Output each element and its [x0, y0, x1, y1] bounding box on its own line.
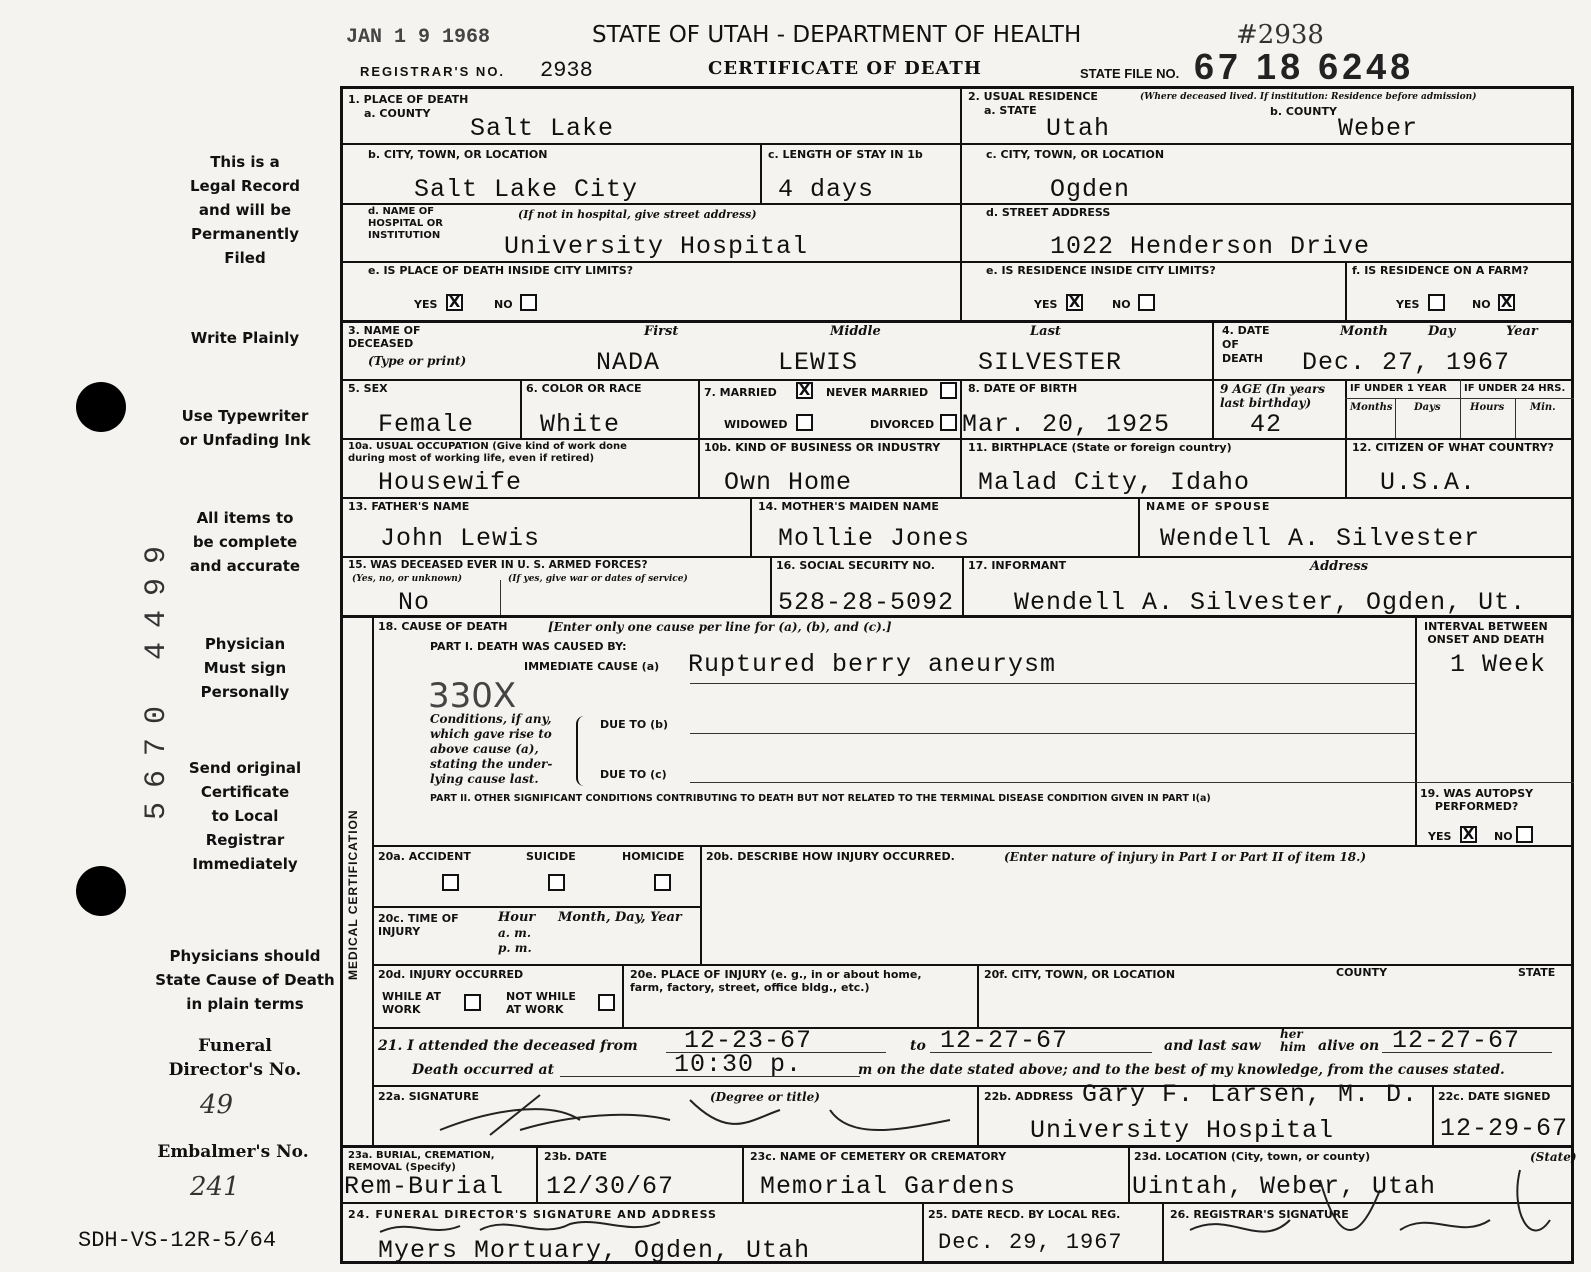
ssn: 528-28-5092	[778, 588, 955, 617]
residence-city: Ogden	[1050, 175, 1131, 204]
sidebar-funeral-label: Funeral Director's No.	[168, 1036, 302, 1080]
farm-no-label: NO	[1472, 298, 1491, 311]
accident-checkbox[interactable]	[442, 874, 459, 891]
autopsy-label: 19. WAS AUTOPSY PERFORMED?	[1420, 787, 1534, 813]
first-label: First	[644, 324, 679, 339]
hospital-name: University Hospital	[504, 232, 809, 261]
residence-limits-yes-checkbox[interactable]: X	[1066, 294, 1083, 311]
middle-name: LEWIS	[778, 348, 859, 377]
farm-yes-checkbox[interactable]	[1428, 294, 1445, 311]
sidebar-legal: This is a Legal Record and will be Permanently Filed	[189, 153, 300, 267]
autopsy-no-checkbox[interactable]	[1516, 826, 1533, 843]
name-label: 3. NAME OF DECEASED	[348, 324, 421, 350]
days-label: Days	[1414, 402, 1441, 413]
hospital-note: (If not in hospital, give street address)	[518, 208, 757, 221]
cause-label: 18. CAUSE OF DEATH	[378, 620, 508, 633]
interval-label: INTERVAL BETWEEN ONSET AND DEATH	[1424, 620, 1548, 646]
accident-label: 20a. ACCIDENT	[378, 850, 471, 863]
dob-label: 8. DATE OF BIRTH	[968, 382, 1078, 395]
married-label: 7. MARRIED	[704, 386, 777, 399]
race: White	[540, 410, 621, 439]
divorced-label: DIVORCED	[870, 418, 935, 431]
agency-title: STATE OF UTAH - DEPARTMENT OF HEALTH	[592, 22, 1082, 48]
state-file-no: 67 18 6248	[1194, 46, 1415, 87]
farm-label: f. IS RESIDENCE ON A FARM?	[1352, 264, 1529, 277]
certificate-title: CERTIFICATE OF DEATH	[708, 58, 982, 79]
never-married-checkbox[interactable]	[940, 382, 957, 399]
length-of-stay: 4 days	[778, 175, 875, 204]
registrar-signature-label: 26. REGISTRAR'S SIGNATURE	[1170, 1208, 1349, 1221]
death-city-label: b. CITY, TOWN, OR LOCATION	[368, 148, 548, 161]
residence-limits-yes-label: YES	[1034, 298, 1058, 311]
part-2-label: PART II. OTHER SIGNIFICANT CONDITIONS CONTRIBUTING TO DEATH BUT NOT RELATED TO THE TERMINAL DISEASE CONDITION GIVEN IN PART I(a)	[430, 793, 1211, 804]
sidebar-ink: Use Typewriter or Unfading Ink	[179, 407, 311, 449]
state-file-label: STATE FILE NO.	[1080, 66, 1180, 81]
injury-desc-label: 20b. DESCRIBE HOW INJURY OCCURRED.	[706, 850, 955, 863]
due-to-b-label: DUE TO (b)	[600, 718, 669, 731]
attended-to: 12-27-67	[940, 1026, 1069, 1055]
injury-state-label: STATE	[1518, 966, 1556, 979]
residence-limits-no-label: NO	[1112, 298, 1131, 311]
not-while-at-work-label: NOT WHILE AT WORK	[506, 990, 576, 1016]
suicide-checkbox[interactable]	[548, 874, 565, 891]
farm-no-checkbox[interactable]: X	[1498, 294, 1515, 311]
place-of-injury-label: 20e. PLACE OF INJURY (e. g., in or about home, farm, factory, street, office bldg., etc.)	[630, 968, 922, 994]
autopsy-no-label: NO	[1494, 830, 1513, 843]
residence-county: Weber	[1338, 114, 1419, 143]
funeral-director-no: 49	[200, 1090, 234, 1120]
due-to-c-label: DUE TO (c)	[600, 768, 667, 781]
injury-city-label: 20f. CITY, TOWN, OR LOCATION	[984, 968, 1176, 981]
funeral-director: Myers Mortuary, Ogden, Utah	[378, 1236, 811, 1264]
injury-occurred-label: 20d. INJURY OCCURRED	[378, 968, 524, 981]
sidebar-write: Write Plainly	[190, 329, 300, 347]
street-label: d. STREET ADDRESS	[986, 206, 1111, 219]
mdy-label: Month, Day, Year	[558, 910, 682, 925]
last-name: SILVESTER	[978, 348, 1123, 377]
registrar-signature	[1170, 1150, 1570, 1260]
sidebar-embalmer-label: Embalmer's No.	[157, 1142, 309, 1162]
received-stamp: JAN 1 9 1968	[346, 26, 491, 49]
age: 42	[1250, 410, 1283, 439]
funeral-director-signature	[370, 1210, 670, 1244]
death-limits-label: e. IS PLACE OF DEATH INSIDE CITY LIMITS?	[368, 264, 634, 277]
race-label: 6. COLOR OR RACE	[526, 382, 642, 395]
burial-state-label: (State)	[1530, 1150, 1577, 1164]
hospital-label: d. NAME OF HOSPITAL OR INSTITUTION	[368, 206, 443, 241]
spouse-name: Wendell A. Silvester	[1160, 524, 1481, 553]
burial-date: 12/30/67	[546, 1172, 675, 1201]
informant: Wendell A. Silvester, Ogden, Ut.	[1014, 588, 1527, 617]
signature-label: 22a. SIGNATURE	[378, 1090, 480, 1103]
residence-state: Utah	[1046, 114, 1111, 143]
immediate-cause: Ruptured berry aneurysm	[688, 650, 1057, 679]
not-while-at-work-checkbox[interactable]	[598, 994, 615, 1011]
citizen-label: 12. CITIZEN OF WHAT COUNTRY?	[1352, 441, 1554, 454]
sidebar-physician: Physician Must sign Personally	[200, 635, 290, 701]
autopsy-yes-checkbox[interactable]: X	[1460, 826, 1477, 843]
widowed-label: WIDOWED	[724, 418, 788, 431]
residence-city-label: c. CITY, TOWN, OR LOCATION	[986, 148, 1165, 161]
birthplace: Malad City, Idaho	[978, 468, 1251, 497]
father-label: 13. FATHER'S NAME	[348, 500, 470, 513]
armed-forces-label: 15. WAS DECEASED EVER IN U. S. ARMED FORCES?	[348, 559, 648, 571]
mother-label: 14. MOTHER'S MAIDEN NAME	[758, 500, 939, 513]
hours-label: Hours	[1470, 402, 1505, 413]
farm-yes-label: YES	[1396, 298, 1420, 311]
punch-hole-bottom	[76, 866, 126, 916]
death-county: Salt Lake	[470, 114, 615, 143]
time-of-injury-label: 20c. TIME OF INJURY	[378, 912, 459, 938]
burial-date-label: 23b. DATE	[544, 1150, 607, 1163]
under-24-hrs-label: IF UNDER 24 HRS.	[1464, 383, 1566, 394]
age-label: 9 AGE (In years last birthday)	[1220, 382, 1326, 410]
date-signed-label: 22c. DATE SIGNED	[1438, 1090, 1551, 1103]
time-of-death: 10:30 p.	[674, 1050, 803, 1079]
date-signed: 12-29-67	[1440, 1114, 1569, 1143]
sidebar-cause: Physicians should State Cause of Death in plain terms	[155, 947, 335, 1013]
cemetery-label: 23c. NAME OF CEMETERY OR CREMATORY	[750, 1150, 1007, 1163]
business: Own Home	[724, 468, 853, 497]
married-checkbox[interactable]: X	[796, 382, 813, 399]
while-at-work-checkbox[interactable]	[464, 994, 481, 1011]
middle-label: Middle	[830, 324, 881, 339]
widowed-checkbox[interactable]	[796, 414, 813, 431]
birthplace-label: 11. BIRTHPLACE (State or foreign country)	[968, 441, 1232, 454]
embalmer-no: 241	[190, 1172, 240, 1202]
funeral-director-label: 24. FUNERAL DIRECTOR'S SIGNATURE AND ADDRESS	[348, 1208, 717, 1221]
degree-label: (Degree or title)	[710, 1090, 820, 1104]
day-label: Day	[1428, 324, 1456, 339]
registrar-label: REGISTRAR'S NO.	[360, 64, 506, 79]
residence-limits-no-checkbox[interactable]	[1138, 294, 1155, 311]
punch-hole-top	[76, 382, 126, 432]
armed-note-1: (Yes, no, or unknown)	[352, 574, 463, 584]
residence-note: (Where deceased lived. If institution: Residence before admission)	[1140, 92, 1477, 102]
armed-note-2: (If yes, give war or dates of service)	[508, 574, 688, 584]
residence-limits-label: e. IS RESIDENCE INSIDE CITY LIMITS?	[986, 264, 1216, 277]
death-date-label: 4. DATE OF DEATH	[1222, 324, 1270, 365]
residence-state-label: a. STATE	[984, 104, 1037, 117]
disposition-label: 23a. BURIAL, CREMATION, REMOVAL (Specify)	[348, 1150, 495, 1173]
father-name: John Lewis	[380, 524, 541, 553]
name-note: (Type or print)	[368, 354, 467, 368]
attended-label: 21. I attended the deceased from	[378, 1038, 638, 1054]
interval: 1 Week	[1450, 650, 1547, 679]
cause-code: 330X	[428, 676, 517, 716]
last-label: Last	[1030, 324, 1061, 339]
mother-name: Mollie Jones	[778, 524, 971, 553]
physician-signature	[430, 1090, 970, 1146]
to-label: to	[910, 1038, 926, 1054]
conditions-note: Conditions, if any, which gave rise to above cause (a), stating the under- lying cause last.	[430, 712, 553, 786]
homicide-label: HOMICIDE	[622, 850, 685, 863]
injury-desc-note: (Enter nature of injury in Part I or Part II of item 18.)	[1004, 850, 1367, 864]
informant-label: 17. INFORMANT	[968, 559, 1067, 572]
sidebar-send: Send original Certificate to Local Registrar Immediately	[188, 759, 302, 873]
death-limits-no-checkbox[interactable]	[520, 294, 537, 311]
death-county-label: a. COUNTY	[364, 107, 431, 120]
suicide-label: SUICIDE	[526, 850, 576, 863]
while-at-work-label: WHILE AT WORK	[382, 990, 441, 1016]
sex-label: 5. SEX	[348, 382, 388, 395]
immediate-cause-label: IMMEDIATE CAUSE (a)	[524, 660, 660, 673]
conditions-bracket	[576, 716, 586, 786]
am-pm-label: a. m. p. m.	[498, 926, 532, 955]
injury-county-label: COUNTY	[1336, 966, 1388, 979]
form-code: SDH-VS-12R-5/64	[78, 1228, 277, 1253]
residence-label: 2. USUAL RESIDENCE	[968, 90, 1098, 103]
medical-certification-label: MEDICAL CERTIFICATION	[346, 809, 360, 980]
sex: Female	[378, 410, 475, 439]
occupation-label: 10a. USUAL OCCUPATION (Give kind of work done during most of working life, even if retired)	[348, 441, 627, 464]
date-received: Dec. 29, 1967	[938, 1230, 1123, 1255]
informant-address-label: Address	[1310, 559, 1369, 574]
first-name: NADA	[596, 348, 661, 377]
date-of-birth: Mar. 20, 1925	[962, 410, 1171, 439]
death-city: Salt Lake City	[414, 175, 639, 204]
under-1-year-label: IF UNDER 1 YEAR	[1350, 383, 1447, 394]
month-label: Month	[1340, 324, 1388, 339]
last-saw-label: and last saw	[1164, 1038, 1261, 1054]
occurred-at-label: Death occurred at	[412, 1062, 555, 1078]
business-label: 10b. KIND OF BUSINESS OR INDUSTRY	[704, 441, 941, 454]
armed-forces: No	[398, 588, 431, 617]
hour-label: Hour	[498, 910, 536, 925]
months-label: Months	[1350, 402, 1393, 413]
occupation: Housewife	[378, 468, 523, 497]
sidebar-items: All items to be complete and accurate	[189, 509, 301, 575]
divorced-checkbox[interactable]	[940, 414, 957, 431]
her-him-label: her him	[1280, 1027, 1306, 1054]
citizen: U.S.A.	[1380, 468, 1477, 497]
statement: m on the date stated above; and to the best of my knowledge, from the causes stated.	[858, 1062, 1505, 1078]
death-limits-yes-checkbox[interactable]: X	[446, 294, 463, 311]
street-address: 1022 Henderson Drive	[1050, 232, 1371, 261]
date-of-death: Dec. 27, 1967	[1302, 348, 1511, 377]
spouse-label: NAME OF SPOUSE	[1146, 500, 1271, 513]
alive-label: alive on	[1318, 1038, 1380, 1054]
disposition: Rem-Burial	[344, 1172, 505, 1201]
stay-label: c. LENGTH OF STAY IN 1b	[768, 148, 923, 161]
attended-from: 12-23-67	[684, 1026, 813, 1055]
case-number: #2938	[1236, 20, 1324, 50]
homicide-checkbox[interactable]	[654, 874, 671, 891]
physician-address: University Hospital	[1030, 1116, 1335, 1142]
physician-name: Gary F. Larsen, M. D.	[1082, 1080, 1419, 1109]
cause-note: [Enter only one cause per line for (a), (b), and (c).]	[548, 620, 892, 634]
registrar-no: 2938	[540, 58, 593, 83]
ssn-label: 16. SOCIAL SECURITY NO.	[776, 559, 935, 572]
year-label: Year	[1506, 324, 1538, 339]
burial-location-label: 23d. LOCATION (City, town, or county)	[1134, 1150, 1371, 1163]
residence-county-label: b. COUNTY	[1270, 105, 1337, 118]
death-limits-no-label: NO	[494, 298, 513, 311]
autopsy-yes-label: YES	[1428, 830, 1452, 843]
last-seen-alive: 12-27-67	[1392, 1026, 1521, 1055]
death-limits-yes-label: YES	[414, 298, 438, 311]
address-label: 22b. ADDRESS	[984, 1090, 1074, 1103]
min-label: Min.	[1530, 402, 1556, 413]
burial-location: Uintah, Weber, Utah	[1132, 1172, 1437, 1201]
place-of-death-label: 1. PLACE OF DEATH	[348, 93, 469, 106]
never-married-label: NEVER MARRIED	[826, 386, 929, 399]
part-1-label: PART I. DEATH WAS CAUSED BY:	[430, 640, 627, 653]
cemetery: Memorial Gardens	[760, 1172, 1017, 1201]
date-received-label: 25. DATE RECD. BY LOCAL REG.	[928, 1208, 1121, 1221]
